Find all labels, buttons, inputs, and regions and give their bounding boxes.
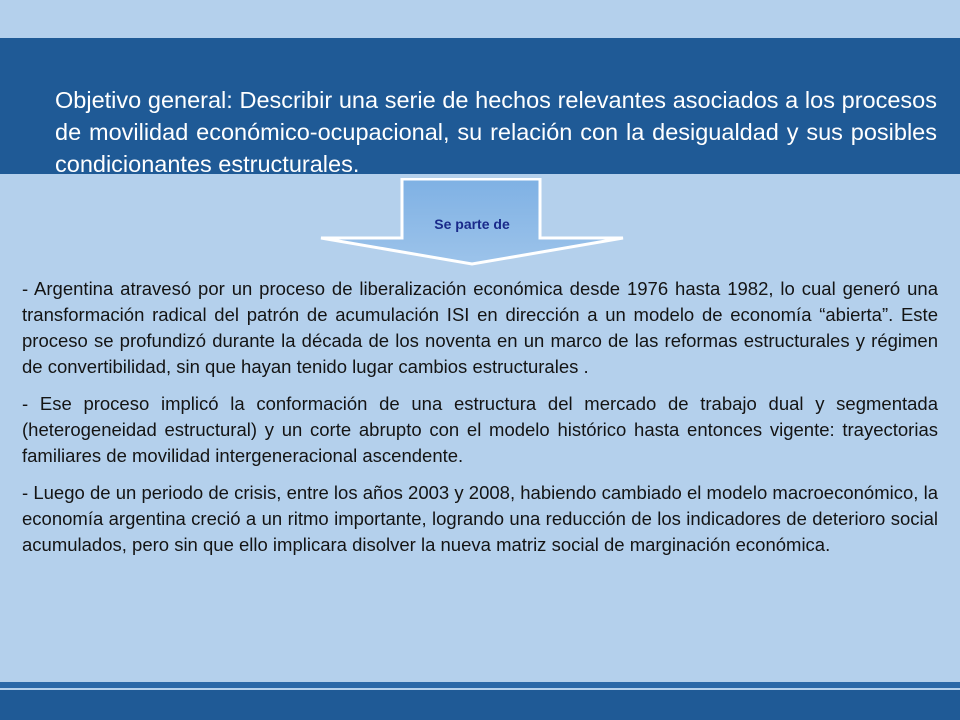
- bottom-bar: [0, 690, 960, 720]
- paragraph-crisis: - Luego de un periodo de crisis, entre los años 2003 y 2008, habiendo cambiado el modelo macroeconómico, la economía argentina creció a un ritmo importante, logrando una reducción de los indicadores de deterioro social acumulados, pero sin que ello implicara disolver la nueva matriz social de marginación económica.: [22, 482, 938, 555]
- bottom-divider: [0, 682, 960, 688]
- objective-banner: [0, 38, 960, 177]
- top-strip: [0, 0, 960, 38]
- content-body: [22, 276, 938, 569]
- arrow-label: Se parte de: [434, 216, 510, 232]
- objective-text: Objetivo general: Describir una serie de hechos relevantes asociados a los procesos de movilidad económico-ocupacional, su relación con la desigualdad y sus posibles condicionantes estructurales.: [55, 87, 937, 177]
- paragraph-liberalizacion: - Argentina atravesó por un proceso de liberalización económica desde 1976 hasta 1982, lo cual generó una transformación radical del patrón de acumulación ISI en dirección a un modelo de economía “abierta”. Este proceso se profundizó durante la década de los noventa en un marco de las reformas estructurales y régimen de convertibilidad, sin que hayan tenido lugar cambios estructurales .: [22, 278, 938, 377]
- paragraph-mercado-trabajo: - Ese proceso implicó la conformación de una estructura del mercado de trabajo dual y segmentada (heterogeneidad estructural) y un corte abrupto con el modelo histórico hasta entonces vigente: trayectorias familiares de movilidad intergeneracional ascendente.: [22, 393, 938, 466]
